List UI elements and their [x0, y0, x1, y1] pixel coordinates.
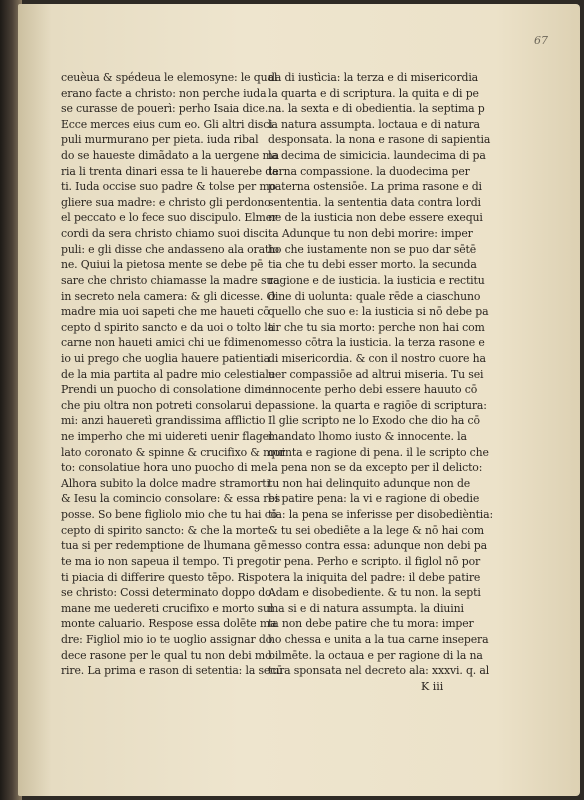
- text-line: ne imperho che mi uidereti uenir flagel: [61, 430, 273, 444]
- text-line: mandato lhomo iusto & innocente. la: [268, 430, 467, 444]
- text-line: lato coronato & spinne & crucifixo & mor: [61, 445, 285, 459]
- text-line: Ecce merces eius cum eo. Gli altri disci: [61, 117, 273, 131]
- text-line: rire. La prima e rason di setentia: la secū: [61, 664, 284, 678]
- text-line: bilmēte. la octaua e per ragione di la na: [268, 648, 483, 662]
- text-line: tir che tu sia morto: perche non hai com: [268, 320, 485, 334]
- text-line: ragione e de iusticia. la iusticia e rectitu: [268, 273, 485, 287]
- text-line: da di iustìcia: la terza e di misericordia: [268, 71, 479, 84]
- text-line: Il glie scripto ne lo Exodo che dio ha cō: [268, 414, 480, 428]
- text-line: la natura assumpta. loctaua e di natura: [268, 117, 480, 131]
- text-line: posse. So bene figliolo mio che tu hai cō: [61, 508, 278, 522]
- text-line: io ui prego che uoglia hauere patientia: [61, 351, 270, 365]
- text-line: na. la sexta e di obedientia. la septima p: [268, 102, 485, 116]
- text-line: tu non hai delinquito adunque non de: [268, 476, 471, 490]
- text-line: & Iesu la comincio consolare: & essa res: [61, 492, 281, 506]
- text-line: innocente perho debi essere hauuto cō: [268, 383, 478, 397]
- text-line: la decima de simicicia. laundecima di pa: [268, 149, 486, 163]
- text-line: ria li trenta dinari essa te li hauerebe da: [61, 164, 279, 178]
- left-text-column: [61, 70, 285, 679]
- text-line: ma si e di natura assumpta. la diuini: [268, 601, 464, 615]
- text-line: erano facte a christo: non perche iuda: [61, 86, 267, 100]
- paper-leaf: [18, 4, 580, 796]
- text-line: tia che tu debi esser morto. la secunda: [268, 258, 477, 272]
- text-line: paterna ostensiōe. La prima rasone e di: [268, 180, 482, 194]
- text-line: terna compassione. la duodecima per: [268, 164, 470, 178]
- text-line: sare che christo chiamasse la madre sua: [61, 273, 280, 287]
- text-line: tera la iniquita del padre: il debe patire: [268, 570, 481, 584]
- text-line: che piu oltra non potreti consolarui de: [61, 398, 268, 412]
- text-line: cepto d spirito sancto e da uoi o tolto la: [61, 320, 274, 334]
- text-line: do se haueste dimãdato a la uergene ma: [61, 149, 279, 163]
- text-line: & tu sei obediēte a la lege & nō hai com: [268, 523, 484, 537]
- text-line: la quarta e di scriptura. la quita e di pe: [268, 86, 479, 100]
- text-line: messo cōtra la iusticia. la terza rasone e: [268, 336, 485, 350]
- text-line: monte caluario. Respose essa dolēte ma: [61, 617, 277, 631]
- text-line: di misericordia. & con il nostro cuore ha: [268, 351, 486, 365]
- text-line: se christo: Cossi determinato doppo do: [61, 586, 272, 600]
- text-line: quinta e ragione di pena. il le scripto che: [268, 445, 489, 459]
- text-line: cordi da sera christo chiamo suoi disci: [61, 227, 269, 241]
- text-line: messo contra essa: adunque non debi pa: [268, 539, 487, 553]
- text-line: passione. la quarta e ragiōe di scriptura:: [268, 398, 487, 412]
- text-line: tir pena. Perho e scripto. il figlol nō por: [268, 554, 481, 568]
- text-line: Adam e disobediente. & tu non. la septi: [268, 586, 481, 600]
- text-line: te ma io non sapeua il tempo. Ti prego: [61, 554, 269, 568]
- text-line: Prendi un puocho di consolatione dime: [61, 383, 271, 397]
- text-line: mane me uedereti crucifixo e morto sul: [61, 601, 274, 615]
- text-line: cepto di spirito sancto: & che la morte: [61, 523, 268, 537]
- text-line: dece rasone per le qual tu non debi mo: [61, 648, 272, 662]
- text-line: quello che suo e: la iusticia si nō debe pa: [268, 305, 489, 319]
- text-line: tua si per redemptione de lhumana gē: [61, 539, 267, 553]
- text-line: de la mia partita al padre mio celestiale: [61, 367, 275, 381]
- folio-number: 67: [534, 34, 548, 47]
- signature-mark: K iii: [421, 680, 444, 693]
- text-line: gliere sua madre: e christo gli perdono: [61, 195, 271, 209]
- text-line: carne non haueti amici chi ue fdimeno:: [61, 336, 272, 350]
- text-line: ho chessa e unita a la tua carne insepera: [268, 632, 489, 646]
- text-line: ne. Quiui la pietosa mente se debe pē: [61, 258, 264, 272]
- text-line: mi: anzi haueretì grandissima afflictio: [61, 414, 266, 428]
- text-line: ne de la iusticia non debe essere exequi: [268, 211, 483, 225]
- text-line: se curasse de pouerì: perho Isaia dice.: [61, 102, 269, 116]
- text-line: bi patire pena: la vi e ragione di obedie: [268, 492, 480, 506]
- text-line: dine di uolunta: quale rēde a ciaschuno: [268, 289, 481, 303]
- text-line: desponsata. la nona e rasone di sapientia: [268, 133, 491, 147]
- text-line: tia: la pena se inferisse per disobedièntia:: [268, 508, 493, 522]
- text-line: ti piacia di differire questo tēpo. Rispo: [61, 570, 268, 584]
- text-line: puli: e gli disse che andasseno ala oratio: [61, 242, 279, 256]
- text-line: to: consolatiue hora uno puocho di me.: [61, 461, 271, 475]
- text-line: ceuèua & spédeua le elemosyne: le qual: [61, 71, 278, 84]
- text-line: ta non debe patire che tu mora: imper: [268, 617, 474, 631]
- text-line: madre mia uoi sapeti che me haueti cō: [61, 305, 270, 319]
- text-line: sententia. la sententia data contra lordi: [268, 195, 481, 209]
- text-line: uer compassiōe ad altrui miseria. Tu sei: [268, 367, 484, 381]
- text-line: ta Adunque tu non debi morire: imper: [268, 227, 473, 241]
- right-text-column: [268, 70, 493, 679]
- text-line: in secreto nela camera: & gli dicesse. O: [61, 289, 276, 303]
- text-line: dre: Figliol mio io te uoglio assignar do: [61, 632, 273, 646]
- text-line: ho che iustamente non se puo dar sētē: [268, 242, 477, 256]
- text-line: la pena non se da excepto per il delicto:: [268, 461, 483, 475]
- text-line: el peccato e lo fece suo discipulo. Elmer: [61, 211, 278, 225]
- text-line: Alhora subito la dolce madre stramorti: [61, 476, 270, 490]
- text-line: puli murmurano per pieta. iuda ribal: [61, 133, 259, 147]
- text-line: ti. Iuda occise suo padre & tolse per mo: [61, 180, 276, 194]
- text-line: tura sponsata nel decreto ala: xxxvi. q. al: [268, 664, 490, 678]
